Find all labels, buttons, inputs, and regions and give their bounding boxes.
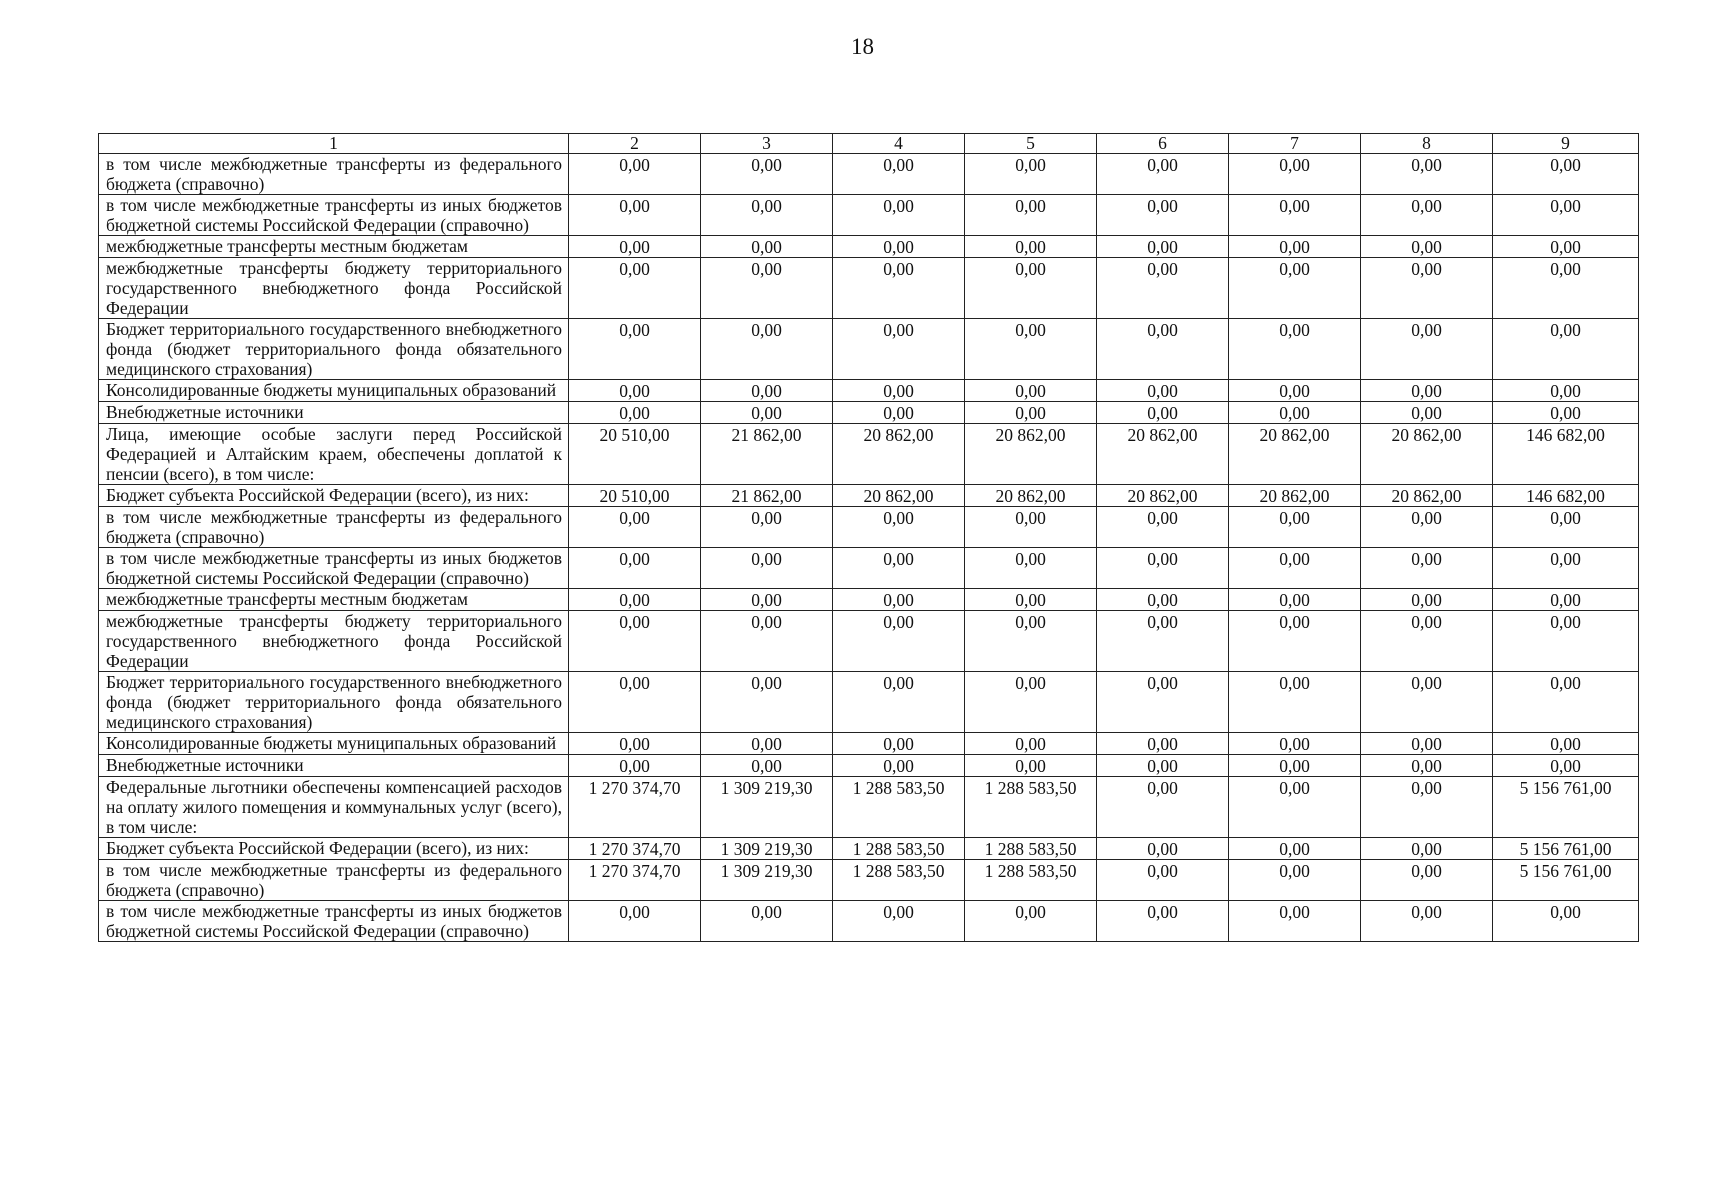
value-cell-col-8: 0,00 [1361,777,1493,838]
value-cell-col-9: 5 156 761,00 [1493,777,1639,838]
header-row [99,134,1639,154]
value-cell-col-4: 1 288 583,50 [833,860,965,901]
value-cell-col-9: 0,00 [1493,319,1639,380]
value-cell-col-3: 21 862,00 [701,424,833,485]
column-header-8: 8 [1361,134,1493,154]
value-cell-col-4: 0,00 [833,236,965,258]
value-cell-col-3: 0,00 [701,589,833,611]
value-cell-col-5: 0,00 [965,733,1097,755]
value-cell-col-3: 0,00 [701,901,833,942]
value-cell-col-9: 0,00 [1493,548,1639,589]
value-cell-col-6: 20 862,00 [1097,485,1229,507]
table-row [99,777,1639,838]
value-cell-col-8: 0,00 [1361,589,1493,611]
table-row [99,258,1639,319]
value-cell-col-7: 0,00 [1229,777,1361,838]
value-cell-col-6: 0,00 [1097,195,1229,236]
row-label: Лица, имеющие особые заслуги перед Российской Федерацией и Алтайским краем, обеспечены доплатой к пенсии (всего), в том числе: [99,424,569,485]
row-label: Бюджет субъекта Российской Федерации (всего), из них: [99,838,569,860]
value-cell-col-9: 0,00 [1493,236,1639,258]
value-cell-col-8: 0,00 [1361,258,1493,319]
value-cell-col-9: 0,00 [1493,195,1639,236]
value-cell-col-4: 1 288 583,50 [833,777,965,838]
value-cell-col-4: 0,00 [833,755,965,777]
value-cell-col-2: 0,00 [569,258,701,319]
value-cell-col-5: 0,00 [965,548,1097,589]
value-cell-col-2: 0,00 [569,154,701,195]
row-label: Бюджет территориального государственного внебюджетного фонда (бюджет территориального фонда обязательного медицинского страхования) [99,672,569,733]
value-cell-col-2: 0,00 [569,755,701,777]
value-cell-col-7: 0,00 [1229,195,1361,236]
value-cell-col-3: 0,00 [701,258,833,319]
value-cell-col-8: 0,00 [1361,755,1493,777]
value-cell-col-3: 0,00 [701,507,833,548]
value-cell-col-5: 20 862,00 [965,424,1097,485]
value-cell-col-7: 0,00 [1229,733,1361,755]
budget-table [98,133,1639,942]
value-cell-col-2: 1 270 374,70 [569,860,701,901]
value-cell-col-8: 0,00 [1361,838,1493,860]
value-cell-col-6: 0,00 [1097,319,1229,380]
column-header-1: 1 [99,134,569,154]
value-cell-col-6: 0,00 [1097,672,1229,733]
value-cell-col-9: 146 682,00 [1493,424,1639,485]
value-cell-col-9: 0,00 [1493,589,1639,611]
value-cell-col-9: 0,00 [1493,672,1639,733]
value-cell-col-6: 0,00 [1097,611,1229,672]
value-cell-col-6: 0,00 [1097,402,1229,424]
value-cell-col-3: 0,00 [701,319,833,380]
value-cell-col-3: 1 309 219,30 [701,838,833,860]
value-cell-col-3: 0,00 [701,755,833,777]
value-cell-col-8: 0,00 [1361,402,1493,424]
value-cell-col-7: 0,00 [1229,258,1361,319]
row-label: Консолидированные бюджеты муниципальных образований [99,733,569,755]
table-row [99,154,1639,195]
value-cell-col-3: 0,00 [701,380,833,402]
value-cell-col-4: 20 862,00 [833,485,965,507]
value-cell-col-6: 0,00 [1097,755,1229,777]
row-label: Федеральные льготники обеспечены компенсацией расходов на оплату жилого помещения и коммунальных услуг (всего), в том числе: [99,777,569,838]
value-cell-col-5: 0,00 [965,258,1097,319]
row-label: Бюджет субъекта Российской Федерации (всего), из них: [99,485,569,507]
value-cell-col-6: 0,00 [1097,236,1229,258]
value-cell-col-2: 0,00 [569,319,701,380]
value-cell-col-2: 20 510,00 [569,424,701,485]
value-cell-col-6: 0,00 [1097,860,1229,901]
row-label: межбюджетные трансферты местным бюджетам [99,589,569,611]
value-cell-col-9: 0,00 [1493,154,1639,195]
value-cell-col-8: 20 862,00 [1361,424,1493,485]
value-cell-col-3: 21 862,00 [701,485,833,507]
value-cell-col-3: 0,00 [701,195,833,236]
value-cell-col-8: 0,00 [1361,733,1493,755]
value-cell-col-4: 1 288 583,50 [833,838,965,860]
value-cell-col-7: 0,00 [1229,154,1361,195]
table-row [99,319,1639,380]
row-label: в том числе межбюджетные трансферты из федерального бюджета (справочно) [99,507,569,548]
value-cell-col-4: 0,00 [833,507,965,548]
row-label: в том числе межбюджетные трансферты из иных бюджетов бюджетной системы Российской Федерации (справочно) [99,195,569,236]
value-cell-col-6: 0,00 [1097,777,1229,838]
value-cell-col-8: 0,00 [1361,236,1493,258]
value-cell-col-7: 0,00 [1229,319,1361,380]
value-cell-col-6: 0,00 [1097,838,1229,860]
value-cell-col-4: 0,00 [833,611,965,672]
value-cell-col-8: 0,00 [1361,672,1493,733]
value-cell-col-6: 0,00 [1097,589,1229,611]
value-cell-col-8: 0,00 [1361,548,1493,589]
row-label: в том числе межбюджетные трансферты из федерального бюджета (справочно) [99,860,569,901]
value-cell-col-5: 0,00 [965,402,1097,424]
row-label: в том числе межбюджетные трансферты из федерального бюджета (справочно) [99,154,569,195]
table-header [99,134,1639,154]
table-row [99,402,1639,424]
value-cell-col-3: 0,00 [701,402,833,424]
column-header-4: 4 [833,134,965,154]
value-cell-col-9: 0,00 [1493,258,1639,319]
value-cell-col-7: 0,00 [1229,380,1361,402]
value-cell-col-8: 0,00 [1361,860,1493,901]
column-header-2: 2 [569,134,701,154]
value-cell-col-8: 0,00 [1361,901,1493,942]
value-cell-col-2: 0,00 [569,589,701,611]
row-label: межбюджетные трансферты бюджету территориального государственного внебюджетного фонда Российской Федерации [99,258,569,319]
value-cell-col-2: 0,00 [569,380,701,402]
table-row [99,611,1639,672]
value-cell-col-9: 0,00 [1493,380,1639,402]
value-cell-col-3: 0,00 [701,672,833,733]
value-cell-col-6: 0,00 [1097,258,1229,319]
value-cell-col-2: 0,00 [569,611,701,672]
value-cell-col-4: 0,00 [833,901,965,942]
table-row [99,733,1639,755]
value-cell-col-3: 1 309 219,30 [701,860,833,901]
value-cell-col-4: 0,00 [833,258,965,319]
table-row [99,838,1639,860]
value-cell-col-7: 0,00 [1229,236,1361,258]
value-cell-col-7: 0,00 [1229,860,1361,901]
value-cell-col-8: 0,00 [1361,154,1493,195]
column-header-3: 3 [701,134,833,154]
value-cell-col-8: 0,00 [1361,507,1493,548]
value-cell-col-4: 0,00 [833,154,965,195]
row-label: в том числе межбюджетные трансферты из иных бюджетов бюджетной системы Российской Федерации (справочно) [99,548,569,589]
value-cell-col-4: 0,00 [833,402,965,424]
value-cell-col-9: 146 682,00 [1493,485,1639,507]
table-row [99,424,1639,485]
value-cell-col-3: 0,00 [701,733,833,755]
value-cell-col-7: 0,00 [1229,548,1361,589]
column-header-6: 6 [1097,134,1229,154]
table-row [99,901,1639,942]
value-cell-col-3: 0,00 [701,611,833,672]
value-cell-col-5: 1 288 583,50 [965,777,1097,838]
table-body [99,154,1639,942]
column-header-9: 9 [1493,134,1639,154]
value-cell-col-5: 0,00 [965,236,1097,258]
value-cell-col-5: 0,00 [965,195,1097,236]
value-cell-col-5: 0,00 [965,672,1097,733]
value-cell-col-6: 0,00 [1097,507,1229,548]
value-cell-col-2: 1 270 374,70 [569,777,701,838]
value-cell-col-4: 0,00 [833,589,965,611]
value-cell-col-4: 0,00 [833,672,965,733]
value-cell-col-7: 20 862,00 [1229,485,1361,507]
row-label: межбюджетные трансферты бюджету территориального государственного внебюджетного фонда Российской Федерации [99,611,569,672]
value-cell-col-4: 0,00 [833,195,965,236]
value-cell-col-2: 0,00 [569,901,701,942]
value-cell-col-5: 20 862,00 [965,485,1097,507]
row-label: Внебюджетные источники [99,755,569,777]
row-label: межбюджетные трансферты местным бюджетам [99,236,569,258]
value-cell-col-5: 0,00 [965,755,1097,777]
table-row [99,236,1639,258]
value-cell-col-5: 0,00 [965,611,1097,672]
value-cell-col-7: 0,00 [1229,589,1361,611]
value-cell-col-8: 20 862,00 [1361,485,1493,507]
column-header-5: 5 [965,134,1097,154]
table-row [99,755,1639,777]
table-row [99,860,1639,901]
value-cell-col-6: 0,00 [1097,380,1229,402]
value-cell-col-4: 0,00 [833,548,965,589]
value-cell-col-2: 0,00 [569,195,701,236]
value-cell-col-5: 0,00 [965,154,1097,195]
value-cell-col-2: 0,00 [569,733,701,755]
value-cell-col-5: 0,00 [965,380,1097,402]
value-cell-col-4: 0,00 [833,733,965,755]
row-label: Бюджет территориального государственного внебюджетного фонда (бюджет территориального фонда обязательного медицинского страхования) [99,319,569,380]
value-cell-col-5: 1 288 583,50 [965,860,1097,901]
value-cell-col-7: 0,00 [1229,507,1361,548]
value-cell-col-2: 0,00 [569,507,701,548]
value-cell-col-2: 0,00 [569,548,701,589]
value-cell-col-5: 0,00 [965,589,1097,611]
value-cell-col-4: 0,00 [833,380,965,402]
value-cell-col-5: 0,00 [965,901,1097,942]
page-number: 18 [851,34,874,59]
value-cell-col-9: 0,00 [1493,611,1639,672]
value-cell-col-6: 20 862,00 [1097,424,1229,485]
value-cell-col-7: 0,00 [1229,901,1361,942]
value-cell-col-7: 0,00 [1229,611,1361,672]
row-label: Внебюджетные источники [99,402,569,424]
value-cell-col-2: 0,00 [569,672,701,733]
value-cell-col-7: 0,00 [1229,755,1361,777]
value-cell-col-9: 0,00 [1493,507,1639,548]
value-cell-col-5: 0,00 [965,507,1097,548]
value-cell-col-9: 5 156 761,00 [1493,860,1639,901]
column-header-7: 7 [1229,134,1361,154]
value-cell-col-5: 1 288 583,50 [965,838,1097,860]
value-cell-col-9: 0,00 [1493,733,1639,755]
value-cell-col-4: 20 862,00 [833,424,965,485]
value-cell-col-9: 0,00 [1493,402,1639,424]
value-cell-col-6: 0,00 [1097,901,1229,942]
row-label: в том числе межбюджетные трансферты из иных бюджетов бюджетной системы Российской Федерации (справочно) [99,901,569,942]
table-row [99,507,1639,548]
value-cell-col-3: 0,00 [701,548,833,589]
value-cell-col-2: 20 510,00 [569,485,701,507]
value-cell-col-3: 1 309 219,30 [701,777,833,838]
value-cell-col-9: 0,00 [1493,755,1639,777]
value-cell-col-9: 0,00 [1493,901,1639,942]
table-row [99,672,1639,733]
value-cell-col-4: 0,00 [833,319,965,380]
table-row [99,589,1639,611]
value-cell-col-2: 0,00 [569,236,701,258]
value-cell-col-9: 5 156 761,00 [1493,838,1639,860]
value-cell-col-6: 0,00 [1097,733,1229,755]
value-cell-col-6: 0,00 [1097,154,1229,195]
table-row [99,380,1639,402]
value-cell-col-7: 0,00 [1229,402,1361,424]
value-cell-col-3: 0,00 [701,154,833,195]
value-cell-col-6: 0,00 [1097,548,1229,589]
value-cell-col-3: 0,00 [701,236,833,258]
value-cell-col-2: 0,00 [569,402,701,424]
value-cell-col-8: 0,00 [1361,380,1493,402]
value-cell-col-7: 0,00 [1229,838,1361,860]
value-cell-col-7: 20 862,00 [1229,424,1361,485]
row-label: Консолидированные бюджеты муниципальных образований [99,380,569,402]
value-cell-col-2: 1 270 374,70 [569,838,701,860]
value-cell-col-7: 0,00 [1229,672,1361,733]
value-cell-col-8: 0,00 [1361,611,1493,672]
value-cell-col-8: 0,00 [1361,319,1493,380]
table-row [99,548,1639,589]
value-cell-col-5: 0,00 [965,319,1097,380]
table-row [99,485,1639,507]
table-row [99,195,1639,236]
value-cell-col-8: 0,00 [1361,195,1493,236]
